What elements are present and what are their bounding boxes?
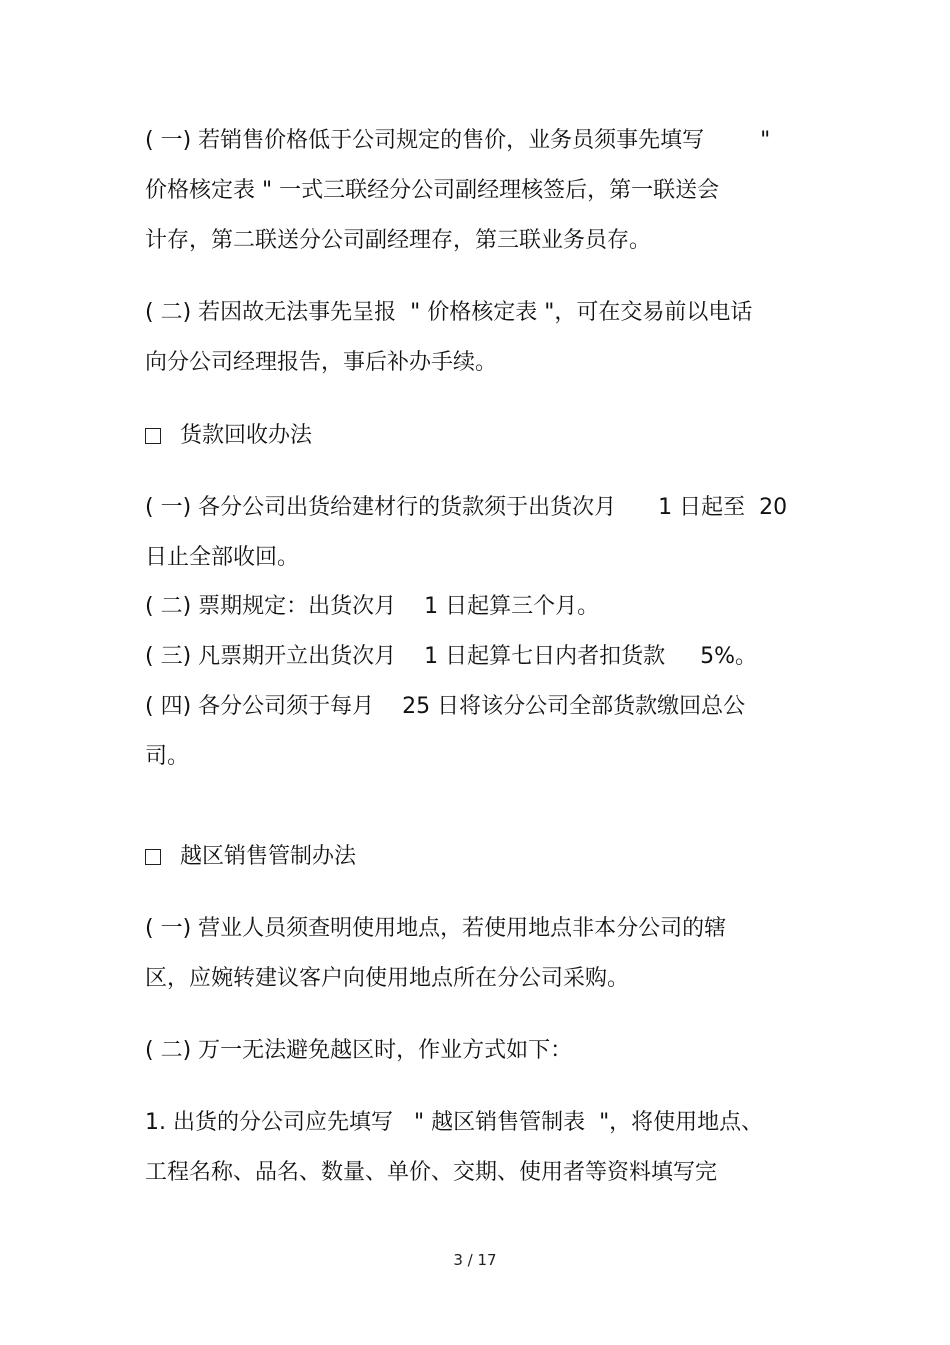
paragraph-line: 向分公司经理报告，事后补办手续。 <box>145 350 498 375</box>
section-heading: 越区销售管制办法 <box>180 844 357 869</box>
page-number: 3 / 17 <box>453 1251 497 1269</box>
paragraph-line: ( 二) 万一无法避免越区时，作业方式如下： <box>145 1038 573 1063</box>
paragraph-line: 计存，第二联送分公司副经理存，第三联业务员存。 <box>145 228 652 253</box>
section-heading: 货款回收办法 <box>180 423 313 448</box>
paragraph-line: 司。 <box>145 744 190 769</box>
paragraph-line: ( 一) 营业人员须查明使用地点，若使用地点非本分公司的辖 <box>145 916 727 941</box>
paragraph-line: 价格核定表 " 一式三联经分公司副经理核签后，第一联送会 <box>145 178 720 203</box>
paragraph-line: ( 三) 凡票期开立出货次月 1 日起算七日内者扣货款 5%。 <box>145 644 757 669</box>
paragraph-line: ( 二) 票期规定：出货次月 1 日起算三个月。 <box>145 594 600 619</box>
paragraph-line: ( 一) 各分公司出货给建材行的货款须于出货次月 1 日起至 20 <box>145 495 788 520</box>
paragraph-line: ( 一) 若销售价格低于公司规定的售价，业务员须事先填写 " <box>145 128 771 153</box>
paragraph-line: 1. 出货的分公司应先填写 " 越区销售管制表 "，将使用地点、 <box>145 1110 764 1135</box>
checkbox-icon <box>145 428 161 444</box>
paragraph-line: ( 四) 各分公司须于每月 25 日将该分公司全部货款缴回总公 <box>145 694 746 719</box>
paragraph-line: 工程名称、品名、数量、单价、交期、使用者等资料填写完 <box>145 1160 718 1185</box>
checkbox-icon <box>145 849 161 865</box>
paragraph-line: ( 二) 若因故无法事先呈报 " 价格核定表 "，可在交易前以电话 <box>145 300 753 325</box>
paragraph-line: 日止全部收回。 <box>145 545 300 570</box>
paragraph-line: 区，应婉转建议客户向使用地点所在分公司采购。 <box>145 966 630 991</box>
